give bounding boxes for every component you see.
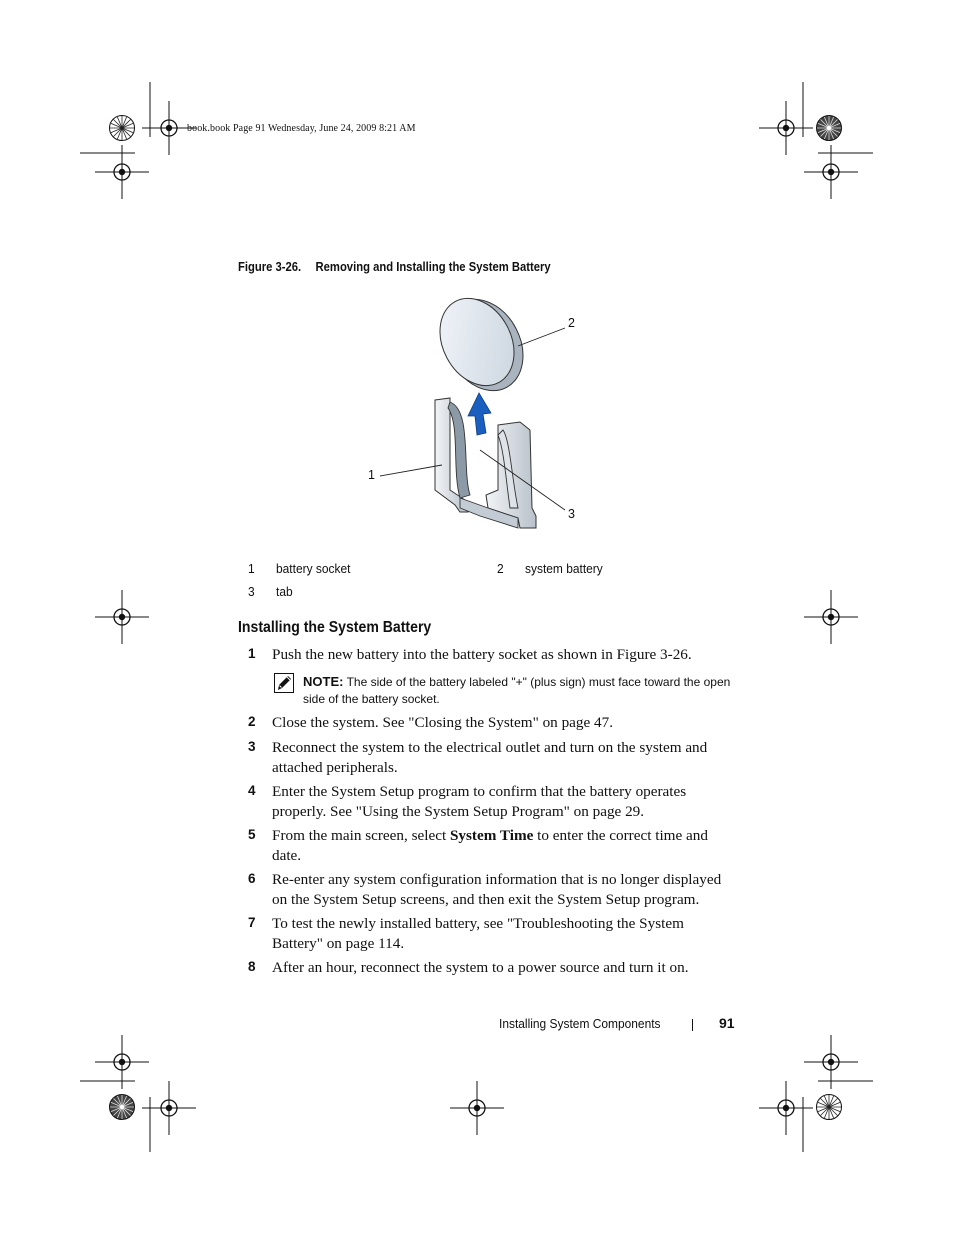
figure-title: Removing and Installing the System Battery xyxy=(315,260,551,274)
legend-num-3: 3 xyxy=(248,584,255,599)
step-text: Reconnect the system to the electrical outlet and turn on the system and attached peripherals. xyxy=(272,739,708,776)
legend-label-battery-socket: battery socket xyxy=(276,561,351,576)
step-text: Push the new battery into the battery socket as shown in Figure 3-26. xyxy=(272,646,692,663)
step-text: After an hour, reconnect the system to a power source and turn it on. xyxy=(272,959,689,976)
figure-caption xyxy=(238,260,551,274)
step-text-part: to enter the correct time and date. xyxy=(272,827,708,864)
note-label: NOTE: xyxy=(303,674,344,689)
step-text: To test the newly installed battery, see "Troubleshooting the System Battery" on page 114. xyxy=(272,915,684,952)
figure-number: Figure 3-26. xyxy=(238,260,302,274)
step-number: 1 xyxy=(248,646,256,661)
step-number: 7 xyxy=(248,915,256,930)
step-number: 6 xyxy=(248,871,256,886)
legend-label-tab: tab xyxy=(276,584,293,599)
legend-num-1: 1 xyxy=(248,561,255,576)
pencil-note-icon xyxy=(274,673,294,693)
socket-cradle xyxy=(448,402,470,498)
note-body: The side of the battery labeled "+" (plus sign) must face toward the open side of the battery socket. xyxy=(303,675,731,706)
legend-num-2: 2 xyxy=(497,561,504,576)
callout-1: 1 xyxy=(368,468,375,482)
callout-2-leader xyxy=(518,328,565,346)
step-number: 3 xyxy=(248,739,256,754)
callout-2: 2 xyxy=(568,316,575,330)
step-text: Enter the System Setup program to confirm that the battery operates properly. See "Using the System Setup Program" on page 29. xyxy=(272,783,687,820)
note-text xyxy=(303,673,733,708)
step-number: 4 xyxy=(248,783,256,798)
footer-chapter-title: Installing System Components xyxy=(499,1016,661,1031)
step-number: 2 xyxy=(248,714,256,729)
battery-illustration xyxy=(360,290,600,535)
legend-label-system-battery: system battery xyxy=(525,561,603,576)
step-text-part: From the main screen, select xyxy=(272,827,450,844)
step-number: 8 xyxy=(248,959,256,974)
footer-divider xyxy=(692,1019,693,1031)
step-text: Re-enter any system configuration information that is no longer displayed on the System Setup screens, and then exit the System Setup program. xyxy=(272,871,722,908)
callout-1-leader xyxy=(380,465,442,476)
step-text: Close the system. See "Closing the System" on page 47. xyxy=(272,714,614,731)
print-header-stamp: book.book Page 91 Wednesday, June 24, 2009 8:21 AM xyxy=(187,123,416,134)
removal-arrow xyxy=(468,393,491,435)
page-number: 91 xyxy=(719,1015,735,1031)
ui-term-system-time: System Time xyxy=(449,827,534,844)
section-heading: Installing the System Battery xyxy=(238,619,432,636)
step-text xyxy=(272,826,738,865)
step-number: 5 xyxy=(248,827,256,842)
callout-3: 3 xyxy=(568,507,575,521)
